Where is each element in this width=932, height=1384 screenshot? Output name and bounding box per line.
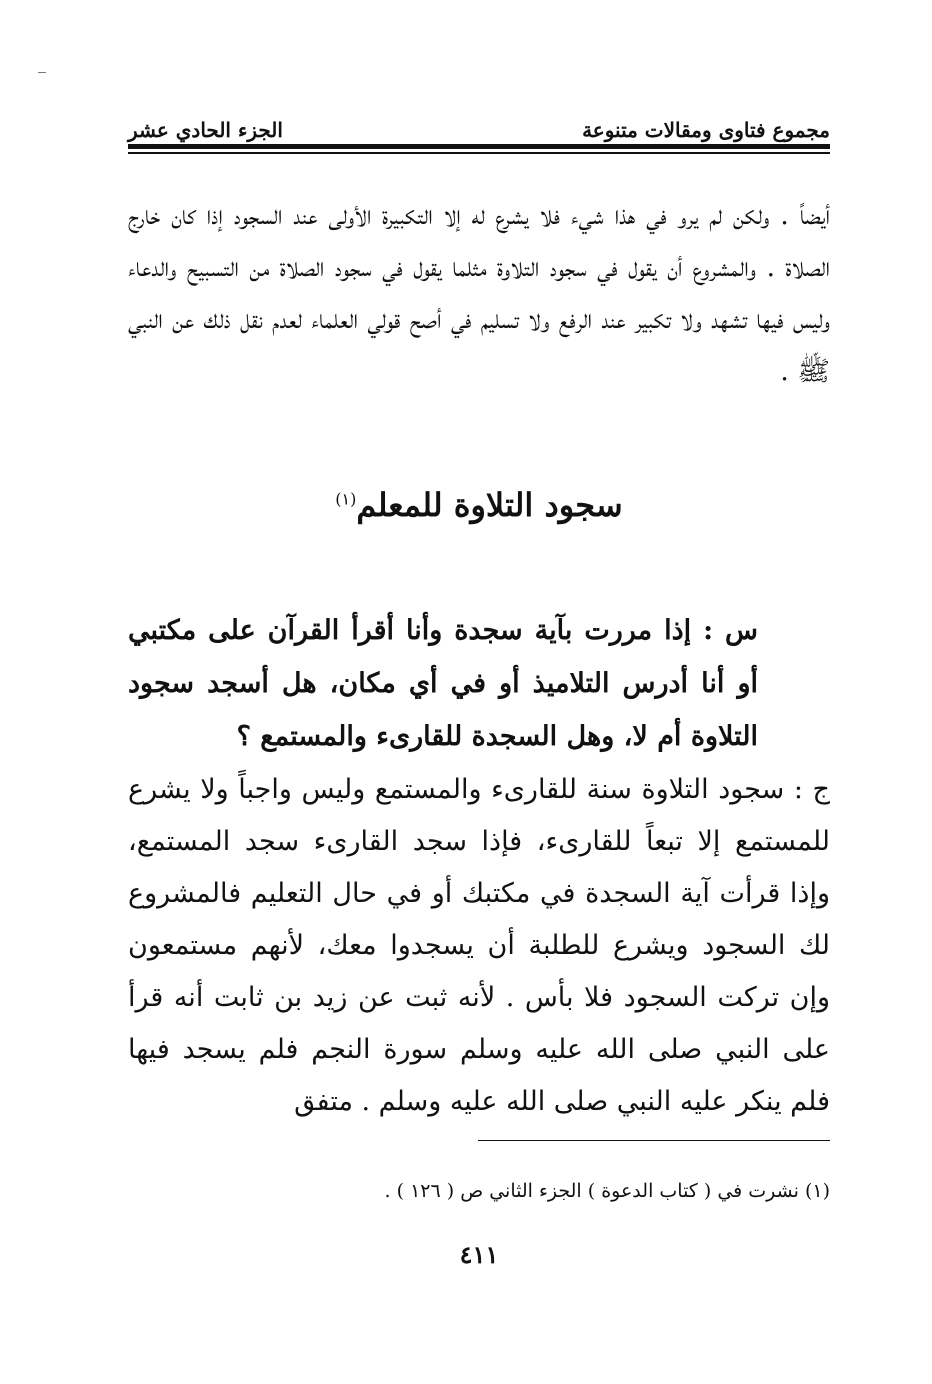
answer-paragraph: ج : سجود التلاوة سنة للقارىء والمستمع وليس واجباً ولا يشرع للمستمع إلا تبعاً للقارىء، فإذا سجد القارىء سجد المستمع، وإذا قرأت آية السجدة في مكتبك أو في حال التعليم فالمشروع لك السجود ويشرع للطلبة أن يسجدوا معك، لأنهم مستمعون وإن تركت السجود فلا بأس . لأنه ثبت عن زيد بن ثابت أنه قرأ على النبي صلى الله عليه وسلم سورة النجم فلم يسجد فيها فلم ينكر عليه النبي صلى الله عليه وسلم . متفق [128,774,830,1117]
footnote-divider [478,1140,830,1141]
scan-margin-mark [38,72,46,73]
header-volume-title: الجزء الحادي عشر [128,118,283,142]
header-rule-thin [128,152,830,154]
footnote-marker: (١) [335,489,357,509]
section-title-text: سجود التلاوة للمعلم [356,486,623,524]
question-paragraph: س : إذا مررت بآية سجدة وأنا أقرأ القرآن على مكتبي أو أنا أدرس التلاميذ أو في أي مكان، هل أسجد سجود التلاوة أم لا، وهل السجدة للقارىء والمستمع ؟ [128,615,758,752]
section-title [128,486,830,524]
page-header [128,108,830,142]
header-book-title: مجموع فتاوى ومقالات متنوعة [582,118,830,142]
footnote-text: (١) نشرت في ( كتاب الدعوة ) الجزء الثاني ص ( ١٢٦ ) . [384,1180,830,1202]
header-rule-thick [128,144,830,149]
intro-paragraph: أيضاً . ولكن لم يرو في هذا شيء فلا يشرع له إلا التكبيرة الأولى عند السجود إذا كان خارج الصلاة . والمشروع أن يقول في سجود التلاوة مثلما يقول في سجود الصلاة من التسبيح والدعاء وليس فيها تشهد ولا تكبير عند الرفع ولا تسليم في أصح قولي العلماء لعدم نقل ذلك عن النبي ﷺ . [128,200,830,387]
page-number: ٤١١ [459,1240,499,1269]
